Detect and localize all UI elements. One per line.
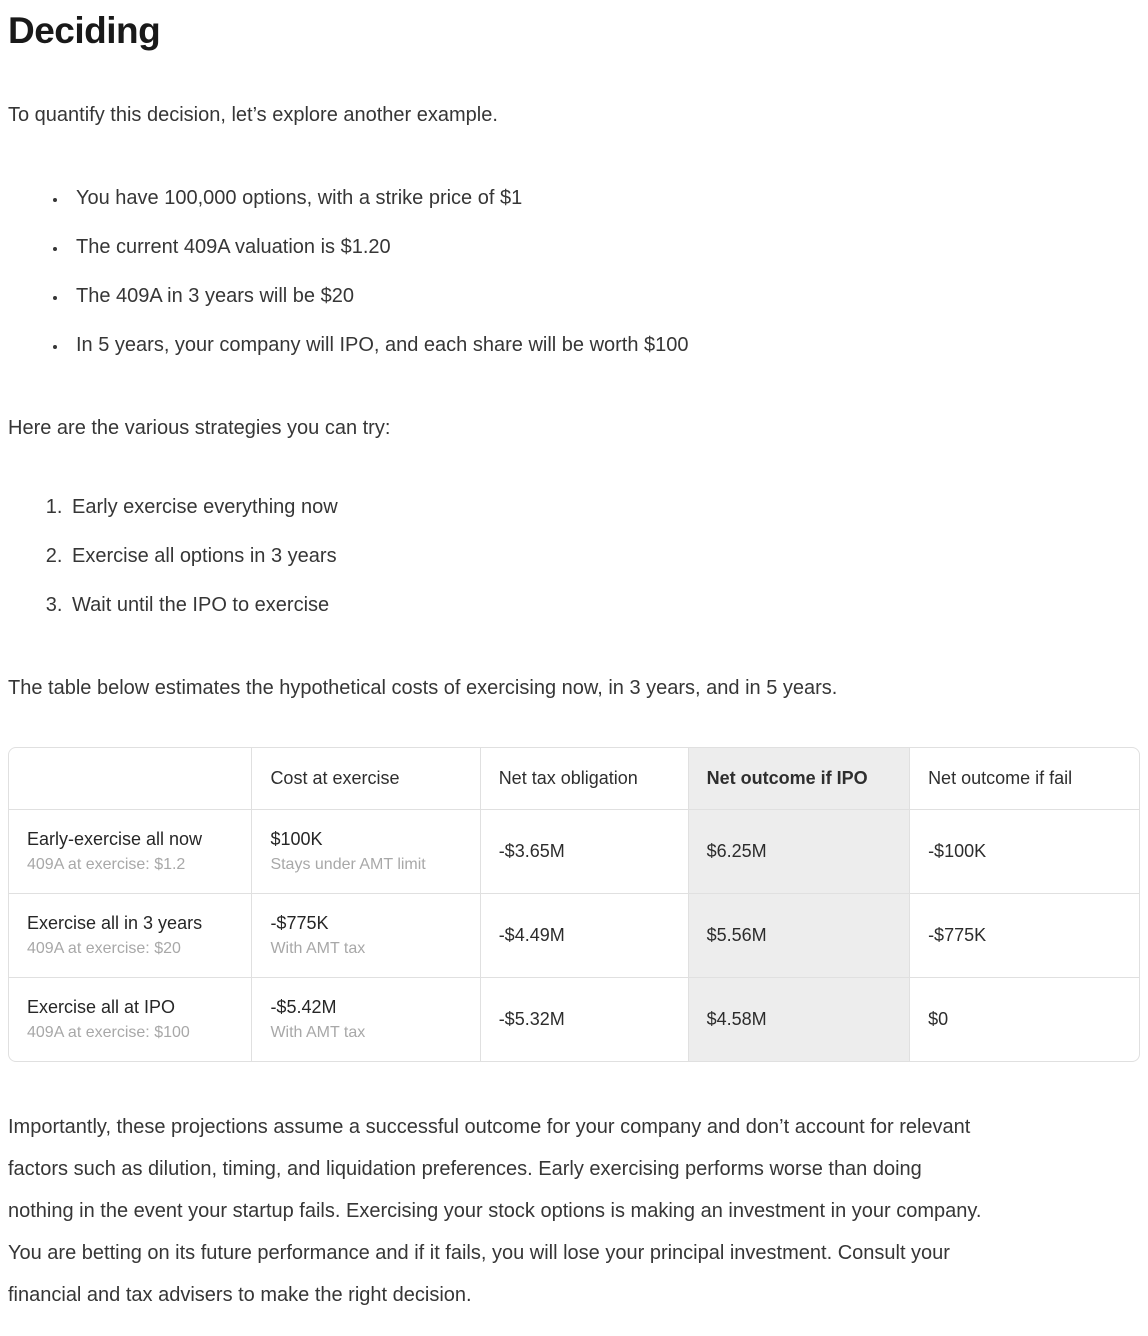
column-header-fail: Net outcome if fail — [910, 748, 1139, 809]
strategies-list — [8, 495, 1140, 617]
closing-paragraph: Importantly, these projections assume a successful outcome for your company and don’t account for relevant factors such as dilution, timing, and liquidation preferences. Early exercising performs worse than doing nothing in the event your startup fails. Exercising your stock options is making an investment in your company. You are betting on its future performance and if it fails, you will lose your principal investment. Consult your financial and tax advisers to make the right decision. — [8, 1116, 982, 1306]
table-row — [9, 809, 1139, 893]
column-header-ipo: Net outcome if IPO — [688, 748, 909, 809]
column-header-strategy — [9, 748, 252, 809]
strategy-label: Exercise all in 3 years — [27, 912, 203, 933]
cell-fail: -$100K — [910, 809, 1139, 893]
strategy-label: Early-exercise all now — [27, 828, 203, 849]
cell-fail: $0 — [910, 977, 1139, 1061]
strategy-note: 409A at exercise: $100 — [27, 1023, 190, 1041]
cost-note: With AMT tax — [270, 939, 366, 957]
cell-cost — [252, 977, 480, 1061]
cost-value: $100K — [270, 828, 323, 849]
list-item: • The current 409A valuation is $1.20 — [68, 235, 1140, 259]
column-header-cost: Cost at exercise — [252, 748, 480, 809]
cell-tax: -$3.65M — [480, 809, 688, 893]
cell-cost — [252, 893, 480, 977]
cell-tax: -$4.49M — [480, 893, 688, 977]
list-item: • The 409A in 3 years will be $20 — [68, 284, 1140, 308]
cell-tax: -$5.32M — [480, 977, 688, 1061]
cell-strategy — [9, 809, 252, 893]
cell-ipo: $4.58M — [688, 977, 909, 1061]
cell-ipo: $6.25M — [688, 809, 909, 893]
strategies-table — [9, 748, 1139, 1061]
table-row — [9, 977, 1139, 1061]
strategies-table-container — [8, 747, 1140, 1062]
table-intro-paragraph: The table below estimates the hypothetical costs of exercising now, in 3 years, and in 5 years. — [8, 677, 838, 699]
cell-fail: -$775K — [910, 893, 1139, 977]
cell-strategy — [9, 893, 252, 977]
cost-note: Stays under AMT limit — [270, 855, 426, 873]
cell-ipo: $5.56M — [688, 893, 909, 977]
list-item: 3. Wait until the IPO to exercise — [68, 593, 1140, 617]
list-item: • You have 100,000 options, with a strike price of $1 — [68, 186, 1140, 210]
strategy-note: 409A at exercise: $1.2 — [27, 855, 186, 873]
cell-strategy — [9, 977, 252, 1061]
intro-paragraph: To quantify this decision, let’s explore another example. — [8, 104, 498, 126]
table-row — [9, 893, 1139, 977]
list-item: • In 5 years, your company will IPO, and each share will be worth $100 — [68, 333, 1140, 357]
assumptions-list — [8, 186, 1140, 357]
page-title: Deciding — [8, 10, 161, 51]
cost-note: With AMT tax — [270, 1023, 366, 1041]
strategies-intro: Here are the various strategies you can try: — [8, 417, 391, 439]
cost-value: -$775K — [270, 912, 329, 933]
cost-value: -$5.42M — [270, 996, 337, 1017]
table-header-row — [9, 748, 1139, 809]
list-item: 2. Exercise all options in 3 years — [68, 544, 1140, 568]
list-item: 1. Early exercise everything now — [68, 495, 1140, 519]
column-header-tax: Net tax obligation — [480, 748, 688, 809]
article — [8, 10, 1140, 1316]
strategy-label: Exercise all at IPO — [27, 996, 176, 1017]
cell-cost — [252, 809, 480, 893]
strategy-note: 409A at exercise: $20 — [27, 939, 181, 957]
